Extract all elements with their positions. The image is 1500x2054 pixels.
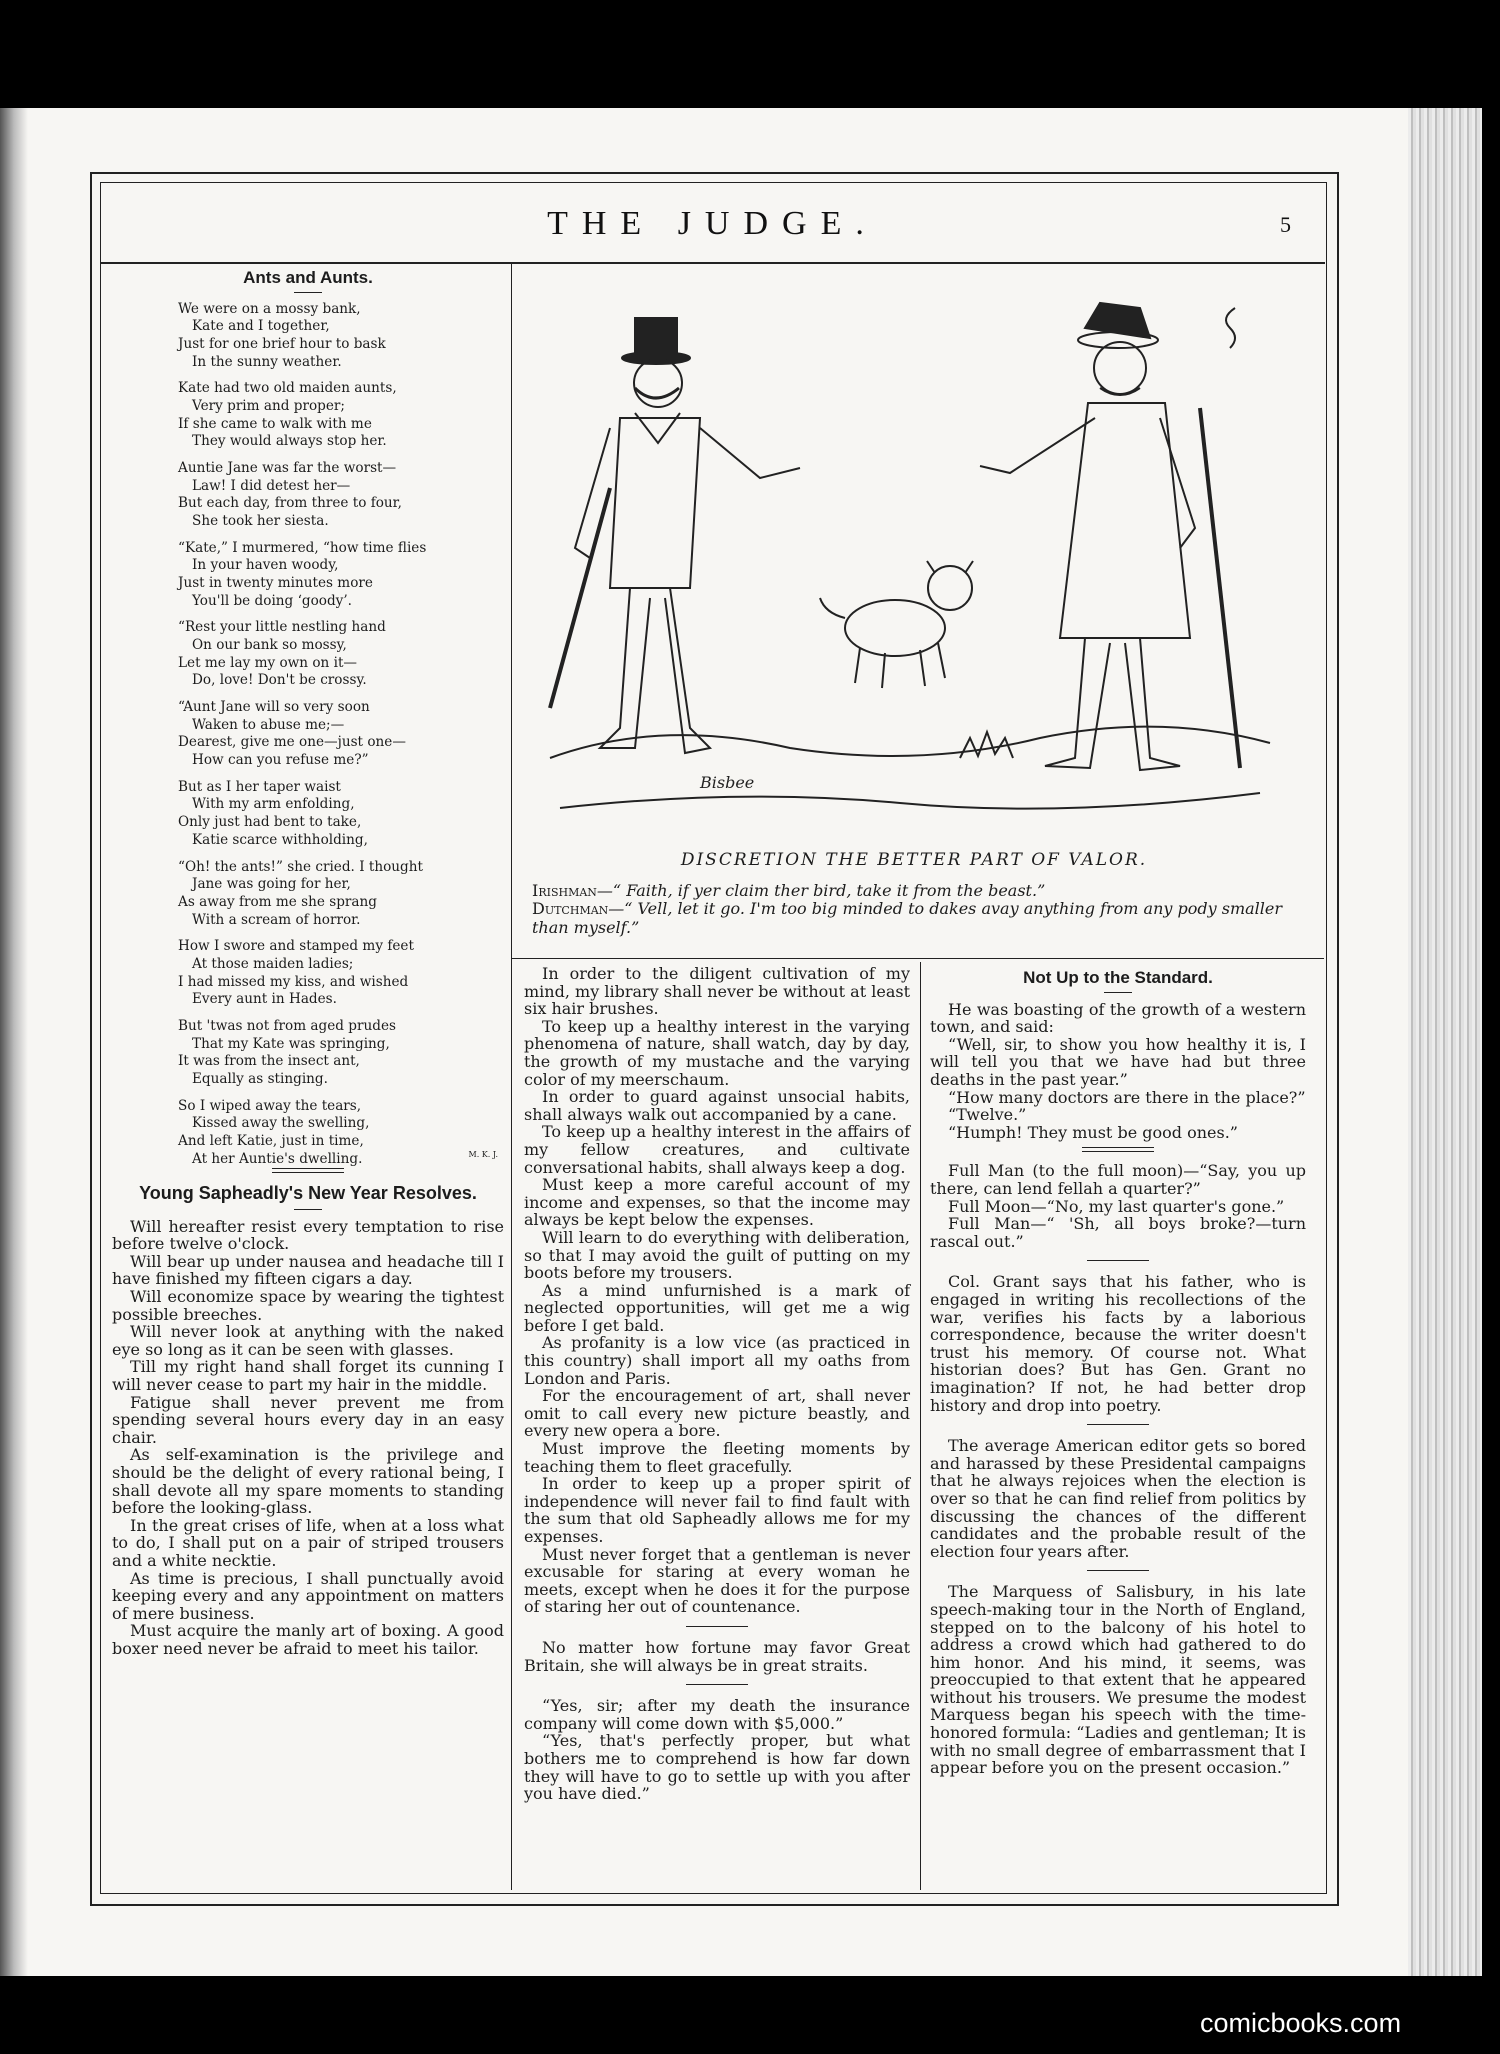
masthead-title: THE JUDGE. <box>547 205 878 242</box>
section-divider <box>1087 1424 1149 1425</box>
poem-line: She took her siesta. <box>192 513 329 530</box>
poem-stanza <box>178 540 504 611</box>
standard-paragraph: “How many doctors are there in the place?” <box>948 1087 1306 1107</box>
poem-line: Every aunt in Hades. <box>192 991 337 1008</box>
poem-line: But each day, from three to four, <box>178 495 403 512</box>
poem-line: Only just had bent to take, <box>178 814 362 831</box>
resolve-paragraph: In order to guard against unsocial habits, shall always walk out accompanied by a cane. <box>524 1087 910 1124</box>
poem-line: If she came to walk with me <box>178 415 372 432</box>
section-divider <box>686 1626 748 1627</box>
poem-line: So I wiped away the tears, <box>178 1097 362 1114</box>
fullman-joke <box>930 1162 1306 1250</box>
dutchman-figure <box>980 303 1240 770</box>
grant-item: Col. Grant says that his father, who is engaged in writing his recollections of the war, verifies his facts by a laborious correspondence, because the writer doesn't trust his memory. Of course not. What historian does? But has Gen. Grant no imagination? If not, he had better drop history and drop into poetry. <box>930 1272 1306 1415</box>
resolve-paragraph: Will never look at anything with the naked eye so long as it can be seen with glasses. <box>112 1322 504 1359</box>
page-edges <box>1408 108 1482 1976</box>
britain-joke: No matter how fortune may favor Great Britain, she will always be in great straits. <box>524 1637 910 1675</box>
cartoon-illustration <box>540 288 1280 828</box>
poem-line: Auntie Jane was far the worst— <box>178 460 397 477</box>
masthead-rule <box>100 262 1325 264</box>
poem-line: In the sunny weather. <box>192 353 342 370</box>
insurance-paragraph: “Yes, that's perfectly proper, but what bothers me to comprehend is how far down they will have to go to settle up with you after you have died.” <box>524 1731 910 1804</box>
resolve-paragraph: As self-examination is the privilege and should be the delight of every rational being, I shall devote all my spare moments to standing before the looking-glass. <box>112 1445 504 1518</box>
section-divider <box>1087 1260 1149 1261</box>
resolve-paragraph: For the encouragement of art, shall never omit to call every new picture beastly, and every new opera a bore. <box>524 1386 910 1441</box>
fullman-paragraph: Full Man (to the full moon)—“Say, you up there, can lend fellah a quarter?” <box>930 1161 1306 1199</box>
irishman-line: —“ Faith, if yer claim ther bird, take it from the beast.” <box>596 881 1046 900</box>
poem-stanza <box>178 859 504 930</box>
standard-paragraph: “Humph! They must be good ones.” <box>948 1122 1238 1142</box>
poem-line: With my arm enfolding, <box>192 796 355 813</box>
column-rule-left <box>511 264 512 1890</box>
section-divider <box>272 1168 344 1173</box>
poem-line: As away from me she sprang <box>178 893 377 910</box>
resolve-paragraph: Will bear up under nausea and headache till I have finished my fifteen cigars a day. <box>112 1251 504 1289</box>
resolve-paragraph: To keep up a healthy interest in the affairs of my fellow creatures, and cultivate conversational habits, shall always keep a dog. <box>524 1122 910 1177</box>
poem-line: How can you refuse me?” <box>192 752 369 769</box>
watermark: comicbooks.com <box>1200 2008 1402 2038</box>
cartoon-caption: DISCRETION THE BETTER PART OF VALOR. <box>680 850 1148 870</box>
standard-body <box>930 1001 1306 1142</box>
speaker-irishman: Irishman <box>532 881 597 900</box>
poem-line: At those maiden ladies; <box>192 955 354 972</box>
poem-line: We were on a mossy bank, <box>178 300 361 317</box>
poem-stanza <box>178 619 504 690</box>
resolves-paragraphs-mid <box>524 965 910 1616</box>
editor-item: The average American editor gets so bored and harassed by these Presidental campaigns that he always rejoices when the election is over so that he can find relief from politics by discussing the chances of the different candidates and the probable result of the election four years after. <box>930 1436 1306 1561</box>
poem-line: Jane was going for her, <box>192 876 351 893</box>
poem-line: “Kate,” I murmered, “how time flies <box>178 539 427 556</box>
resolve-paragraph: As time is precious, I shall punctually avoid keeping every and any appointment on matters of mere business. <box>112 1568 504 1623</box>
irishman-figure <box>550 318 800 753</box>
poem-stanza <box>178 779 504 850</box>
dog-figure <box>820 561 973 688</box>
section-divider <box>686 1684 748 1685</box>
cartoon-rule <box>512 958 1324 959</box>
standard-paragraph: He was boasting of the growth of a western town, and said: <box>930 999 1306 1037</box>
poem-line: In your haven woody, <box>192 557 339 574</box>
standard-paragraph: “Well, sir, to show you how healthy it is, I will tell you that we have had but three deaths in the past year.” <box>930 1034 1306 1090</box>
poem-line: Just in twenty minutes more <box>178 575 373 592</box>
poem-stanza <box>178 938 504 1009</box>
poem-line: They would always stop her. <box>192 433 387 450</box>
poem-line: At her Auntie's dwelling. <box>192 1150 363 1167</box>
title-dash <box>294 1209 322 1210</box>
poem-line: “Rest your little nestling hand <box>178 619 386 636</box>
salisbury-item: The Marquess of Salisbury, in his late speech-making tour in the North of England, stepped on to the balcony of his hotel to address a crowd which had gathered to do him honor. And his mind, it seems, was preoccupied to that extent that he appeared without his trousers. We presume the modest Marquess began his speech with the time-honored formula: “Ladies and gentleman; It is with no small degree of embarrassment that I appear before you on the present occasion.” <box>930 1582 1306 1778</box>
poem-line: Very prim and proper; <box>192 398 345 415</box>
poem-stanza <box>178 380 504 451</box>
title-dash <box>1104 992 1132 993</box>
resolve-paragraph: In order to the diligent cultivation of my mind, my library shall never be without at least six hair brushes. <box>524 964 910 1019</box>
standard-paragraph: “Twelve.” <box>948 1105 1027 1125</box>
poem-stanza <box>178 699 504 770</box>
poem-stanza <box>178 460 504 531</box>
dutchman-line: —“ Vell, let it go. I'm too big minded to dakes avay anything from any pody smaller than myself.” <box>532 899 1283 937</box>
poem-line: I had missed my kiss, and wished <box>178 973 409 990</box>
poem-line: “Oh! the ants!” she cried. I thought <box>178 858 423 875</box>
poem-line: With a scream of horror. <box>192 911 361 928</box>
ground-line <box>560 793 1260 809</box>
poem-line: How I swore and stamped my feet <box>178 938 414 955</box>
insurance-paragraph: “Yes, sir; after my death the insurance company will come down with $5,000.” <box>524 1696 910 1733</box>
right-column <box>930 965 1306 1777</box>
poem-line: That my Kate was springing, <box>192 1035 390 1052</box>
insurance-joke <box>524 1697 910 1803</box>
poem-line: You'll be doing ‘goody’. <box>192 592 352 609</box>
poem-body <box>112 301 504 1169</box>
speaker-dutchman: Dutchman <box>532 899 609 919</box>
poem-line: “Aunt Jane will so very soon <box>178 699 370 716</box>
resolve-paragraph: Will learn to do everything with deliberation, so that I may avoid the guilt of putting on my boots before my trousers. <box>524 1227 910 1283</box>
left-column <box>112 265 504 1657</box>
resolve-paragraph: Fatigue shall never prevent me from spending several hours every day in an easy chair. <box>112 1392 504 1447</box>
artist-signature: Bisbee <box>700 773 755 792</box>
resolve-paragraph: Must acquire the manly art of boxing. A good boxer need never be afraid to meet his tailor. <box>112 1621 504 1658</box>
poem-line: But as I her taper waist <box>178 778 341 795</box>
cartoon-dialogue <box>524 882 1304 937</box>
resolves-title: Young Sapheadly's New Year Resolves. <box>139 1183 477 1204</box>
poem-line: Katie scarce withholding, <box>192 831 368 848</box>
resolve-paragraph: Must never forget that a gentleman is never excusable for staring at every woman he meets, except when he does it for the purpose of staring her out of countenance. <box>524 1544 910 1617</box>
standard-title: Not Up to the Standard. <box>1023 968 1213 987</box>
resolve-paragraph: In order to keep up a proper spirit of independence will never fail to find fault with the sum that old Sapheadly allows me for my expenses. <box>524 1474 910 1546</box>
poem-line: On our bank so mossy, <box>192 637 347 654</box>
poem-line: Let me lay my own on it— <box>178 654 358 671</box>
poem-line: Kate and I together, <box>192 318 330 335</box>
poem-line: Kissed away the swelling, <box>192 1115 370 1132</box>
section-divider <box>1082 1147 1154 1152</box>
resolve-paragraph: Must keep a more careful account of my income and expenses, so that the income may always be kept below the expenses. <box>524 1175 910 1230</box>
resolve-paragraph: Till my right hand shall forget its cunning I will never cease to part my hair in the middle. <box>112 1357 504 1394</box>
poem-title: Ants and Aunts. <box>243 268 373 287</box>
poem-line: It was from the insect ant, <box>178 1053 360 1070</box>
column-rule-mid <box>920 962 921 1890</box>
poem-line: And left Katie, just in time, <box>178 1132 364 1149</box>
resolve-paragraph: Will hereafter resist every temptation to rise before twelve o'clock. <box>112 1216 504 1254</box>
poem-line: Law! I did detest her— <box>192 477 351 494</box>
poem-line: But 'twas not from aged prudes <box>178 1017 396 1034</box>
poem-signature: M. K. J. <box>468 1150 498 1160</box>
fullman-paragraph: Full Moon—“No, my last quarter's gone.” <box>948 1196 1285 1216</box>
title-dash <box>294 292 322 293</box>
page-number: 5 <box>1280 212 1291 237</box>
resolve-paragraph: As profanity is a low vice (as practiced in this country) shall import all my oaths from London and Paris. <box>524 1333 910 1388</box>
resolve-paragraph: To keep up a healthy interest in the varying phenomena of nature, shall watch, day by day, the growth of my mustache and the varying color of my meerschaum. <box>524 1016 910 1089</box>
poem-stanza <box>178 1018 504 1089</box>
poem-line: Equally as stinging. <box>192 1070 328 1087</box>
resolve-paragraph: Will economize space by wearing the tightest possible breeches. <box>112 1287 504 1324</box>
poem-line: Waken to abuse me;— <box>192 716 345 733</box>
resolve-paragraph: As a mind unfurnished is a mark of neglected opportunities, will get me a wig before I get bald. <box>524 1280 910 1335</box>
poem-line: Dearest, give me one—just one— <box>178 734 406 751</box>
fullman-paragraph: Full Man—“ 'Sh, all boys broke?—turn rascal out.” <box>930 1214 1306 1251</box>
binding-gutter <box>0 108 28 1976</box>
resolve-paragraph: In the great crises of life, when at a loss what to do, I shall put on a pair of striped trousers and a white necktie. <box>112 1515 504 1570</box>
section-divider <box>1087 1570 1149 1571</box>
resolves-paragraphs-left <box>112 1218 504 1658</box>
middle-column <box>524 965 910 1803</box>
poem-stanza <box>178 301 504 372</box>
poem-line: Kate had two old maiden aunts, <box>178 380 397 397</box>
poem-line: Just for one brief hour to bask <box>178 336 386 353</box>
poem-line: Do, love! Don't be crossy. <box>192 672 367 689</box>
resolve-paragraph: Must improve the fleeting moments by teaching them to fleet gracefully. <box>524 1439 910 1476</box>
